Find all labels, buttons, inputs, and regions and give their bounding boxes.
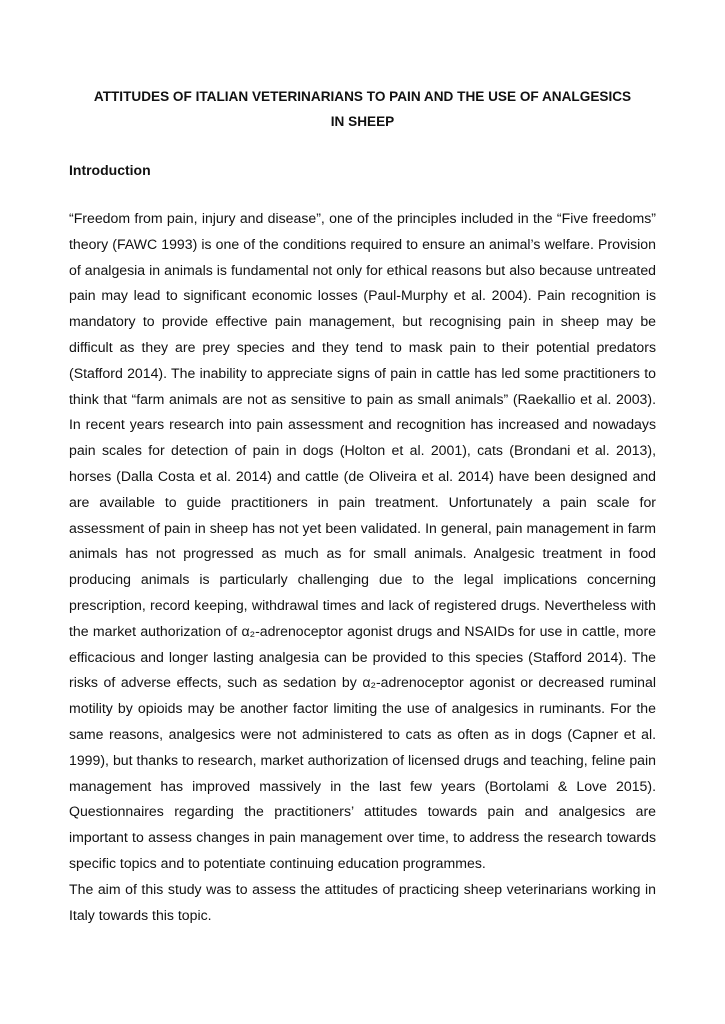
document-title bbox=[69, 84, 656, 134]
introduction-paragraph-1: “Freedom from pain, injury and disease”, one of the principles included in the “Five freedoms” theory (FAWC 1993) is one of the conditions required to ensure an animal’s welfare. Provision of analgesia in animals is fundamental not only for ethical reasons but also because untreated pain may lead to significant economic losses (Paul-Murphy et al. 2004). Pain recognition is mandatory to provide effective pain management, but recognising pain in sheep may be difficult as they are prey species and they tend to mask pain to their potential predators (Stafford 2014). The inability to appreciate signs of pain in cattle has led some practitioners to think that “farm animals are not as sensitive to pain as small animals” (Raekallio et al. 2003). In recent years research into pain assessment and recognition has increased and nowadays pain scales for detection of pain in dogs (Holton et al. 2001), cats (Brondani et al. 2013), horses (Dalla Costa et al. 2014) and cattle (de Oliveira et al. 2014) have been designed and are available to guide practitioners in pain treatment. Unfortunately a pain scale for assessment of pain in sheep has not yet been validated. In general, pain management in farm animals has not progressed as much as for small animals. Analgesic treatment in food producing animals is particularly challenging due to the legal implications concerning prescription, record keeping, withdrawal times and lack of registered drugs. Nevertheless with the market authorization of α₂-adrenoceptor agonist drugs and NSAIDs for use in cattle, more efficacious and longer lasting analgesia can be provided to this species (Stafford 2014). The risks of adverse effects, such as sedation by α₂-adrenoceptor agonist or decreased ruminal motility by opioids may be another factor limiting the use of analgesics in ruminants. For the same reasons, analgesics were not administered to cats as often as in dogs (Capner et al. 1999), but thanks to research, market authorization of licensed drugs and teaching, feline pain management has improved massively in the last few years (Bortolami & Love 2015). Questionnaires regarding the practitioners’ attitudes towards pain and analgesics are important to assess changes in pain management over time, to address the research towards specific topics and to potentiate continuing education programmes. bbox=[69, 210, 656, 871]
title-line-2: IN SHEEP bbox=[330, 114, 395, 129]
title-line-1: ATTITUDES OF ITALIAN VETERINARIANS TO PAIN AND THE USE OF ANALGESICS bbox=[93, 89, 632, 104]
introduction-paragraph-2: The aim of this study was to assess the attitudes of practicing sheep veterinarians working in Italy towards this topic. bbox=[69, 880, 656, 923]
section-heading-introduction: Introduction bbox=[69, 162, 151, 178]
